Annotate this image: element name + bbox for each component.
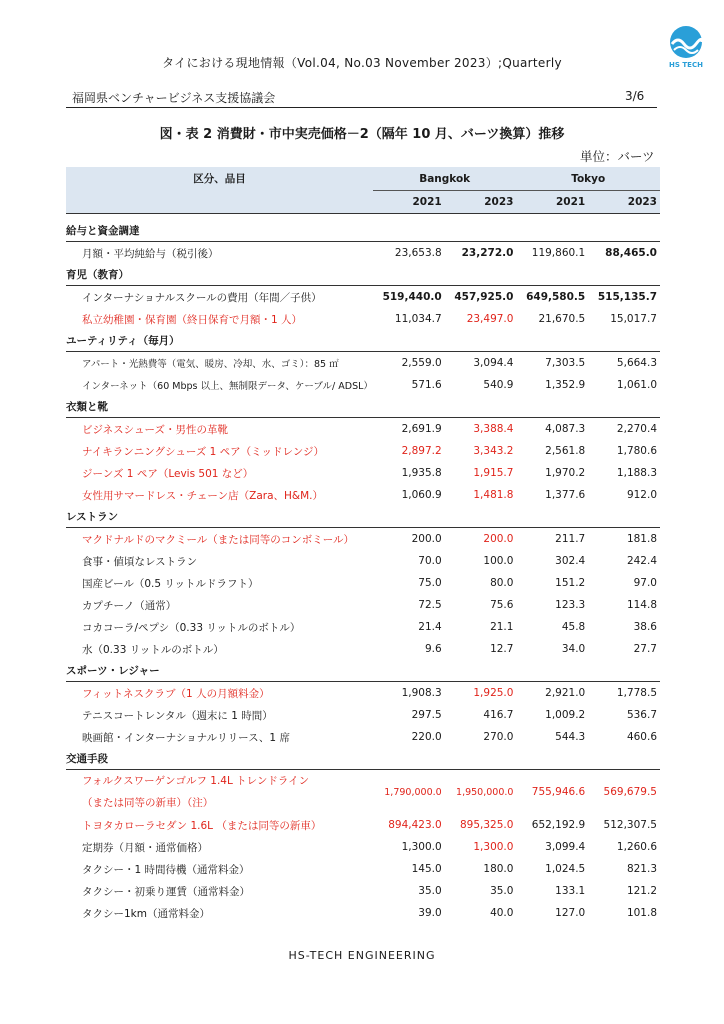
item-label: フィットネスクラブ（1 人の月額料金）: [82, 687, 270, 700]
cell-value: 2,561.8: [545, 445, 586, 457]
figure-title: 図・表 2 消費財・市中実売価格－2（隔年 10 月、バーツ換算）推移: [159, 127, 565, 142]
cell-value: 1,300.0: [473, 841, 514, 853]
cell-value: 1,352.9: [545, 379, 586, 391]
cell-value: 1,915.7: [473, 467, 514, 479]
cell-value: 242.4: [626, 555, 657, 567]
item-label: 月額・平均純給与（税引後）: [82, 247, 219, 260]
table-row: [66, 462, 660, 484]
category-label: 交通手段: [66, 748, 660, 770]
table-row: [66, 836, 660, 858]
cell-value: 652,192.9: [531, 819, 586, 831]
category-row: [66, 264, 660, 286]
cell-value: 821.3: [626, 863, 657, 875]
category-label: 衣類と靴: [66, 396, 660, 418]
item-label: [66, 770, 373, 815]
cell-value: 1,024.5: [545, 863, 586, 875]
item-label: ビジネスシューズ・男性の革靴: [82, 423, 228, 436]
logo-text: HS TECH: [669, 61, 703, 69]
category-row: [66, 506, 660, 528]
cell-value: 1,950,000.0: [456, 786, 514, 798]
table-row: [66, 858, 660, 880]
table-row: [66, 704, 660, 726]
cell-value: 4,087.3: [545, 423, 586, 435]
table-row: [66, 528, 660, 551]
table-row: [66, 726, 660, 748]
cell-value: 38.6: [633, 621, 657, 633]
cell-value: 200.0: [483, 533, 514, 545]
cell-value: 755,946.6: [531, 786, 586, 798]
cell-value: 211.7: [555, 533, 586, 545]
cell-value: 536.7: [626, 709, 657, 721]
organization-name: 福岡県ベンチャービジネス支援協議会: [72, 91, 276, 105]
item-label: コカコーラ/ペプシ（0.33 リットルのボトル）: [82, 621, 301, 634]
cell-value: 3,343.2: [473, 445, 514, 457]
cell-value: 1,970.2: [545, 467, 586, 479]
item-label: ナイキランニングシューズ 1 ペア（ミッドレンジ）: [82, 445, 324, 458]
cell-value: 1,925.0: [473, 687, 514, 699]
cell-value: 145.0: [411, 863, 442, 875]
cell-value: 416.7: [483, 709, 514, 721]
cell-value: 3,094.4: [473, 357, 514, 369]
table-row: [66, 374, 660, 396]
category-label: 給与と資金調達: [66, 220, 660, 242]
year-header: 2021: [516, 191, 588, 214]
item-label: 映画館・インターナショナルリリース、1 席: [82, 731, 290, 744]
cell-value: 460.6: [626, 731, 657, 743]
item-label: タクシー・1 時間待機（通常料金）: [82, 863, 250, 876]
table-row: [66, 484, 660, 506]
cell-value: 1,009.2: [545, 709, 586, 721]
cell-value: 544.3: [555, 731, 586, 743]
cell-value: 114.8: [626, 599, 657, 611]
cell-value: 895,325.0: [460, 819, 514, 831]
cell-value: 21.1: [490, 621, 514, 633]
cell-value: 2,897.2: [401, 445, 442, 457]
cell-value: 15,017.7: [610, 313, 657, 325]
cell-value: 88,465.0: [605, 247, 657, 259]
cell-value: 100.0: [483, 555, 514, 567]
cell-value: 519,440.0: [382, 291, 442, 303]
cell-value: 101.8: [626, 907, 657, 919]
category-label: レストラン: [66, 506, 660, 528]
cell-value: 97.0: [633, 577, 657, 589]
year-header: 2021: [373, 191, 445, 214]
cell-value: 133.1: [555, 885, 586, 897]
cell-value: 540.9: [483, 379, 514, 391]
cell-value: 75.6: [490, 599, 514, 611]
category-row: [66, 330, 660, 352]
cell-value: 75.0: [418, 577, 442, 589]
cell-value: 1,188.3: [616, 467, 657, 479]
cell-value: 127.0: [555, 907, 586, 919]
table-row: [66, 440, 660, 462]
table-row: [66, 242, 660, 265]
cell-value: 457,925.0: [454, 291, 514, 303]
cell-value: 571.6: [411, 379, 442, 391]
table-row: [66, 286, 660, 309]
year-header: 2023: [445, 191, 517, 214]
column-header-bangkok: Bangkok: [373, 167, 517, 191]
cell-value: 200.0: [411, 533, 442, 545]
cell-value: 12.7: [490, 643, 514, 655]
cell-value: 123.3: [555, 599, 586, 611]
cell-value: 569,679.5: [603, 786, 657, 798]
footer-company: HS-TECH ENGINEERING: [288, 949, 436, 962]
table-row: [66, 902, 660, 924]
cell-value: 119,860.1: [531, 247, 586, 259]
cell-value: 11,034.7: [394, 313, 442, 325]
cell-value: 35.0: [490, 885, 514, 897]
cell-value: 21,670.5: [538, 313, 586, 325]
item-label: 女性用サマードレス・チェーン店（Zara、H&M.）: [82, 489, 324, 502]
cell-value: 1,778.5: [616, 687, 657, 699]
category-row: [66, 220, 660, 242]
item-label: テニスコートレンタル（週末に 1 時間）: [82, 709, 273, 722]
cell-value: 1,300.0: [401, 841, 442, 853]
price-table: [66, 167, 660, 924]
cell-value: 180.0: [483, 863, 514, 875]
cell-value: 39.0: [418, 907, 442, 919]
cell-value: 1,260.6: [616, 841, 657, 853]
cell-value: 121.2: [626, 885, 657, 897]
item-label: カプチーノ（通常）: [82, 599, 177, 612]
cell-value: 5,664.3: [616, 357, 657, 369]
table-row: [66, 572, 660, 594]
cell-value: 1,908.3: [401, 687, 442, 699]
cell-value: 512,307.5: [603, 819, 657, 831]
cell-value: 45.8: [561, 621, 586, 633]
item-label: タクシー・初乗り運賃（通常料金）: [82, 885, 250, 898]
table-row: [66, 550, 660, 572]
cell-value: 220.0: [411, 731, 442, 743]
cell-value: 35.0: [418, 885, 442, 897]
cell-value: 894,423.0: [388, 819, 442, 831]
cell-value: 3,388.4: [473, 423, 514, 435]
cell-value: 23,272.0: [461, 247, 514, 259]
item-label: 国産ビール（0.5 リットルドラフト）: [82, 577, 259, 590]
cell-value: 151.2: [555, 577, 586, 589]
cell-value: 70.0: [418, 555, 442, 567]
unit-label: 単位：バーツ: [580, 149, 655, 164]
category-label: ユーティリティ（毎月）: [66, 330, 660, 352]
table-row: [66, 638, 660, 660]
item-label: トヨタカローラセダン 1.6L （または同等の新車）: [82, 819, 322, 832]
table-row: [66, 682, 660, 705]
cell-value: 7,303.5: [545, 357, 586, 369]
cell-value: 302.4: [555, 555, 586, 567]
cell-value: 23,653.8: [394, 247, 442, 259]
cell-value: 9.6: [424, 643, 442, 655]
category-row: [66, 660, 660, 682]
item-label: ジーンズ 1 ペア（Levis 501 など）: [82, 467, 254, 480]
cell-value: 270.0: [483, 731, 514, 743]
cell-value: 2,270.4: [616, 423, 657, 435]
hs-tech-logo: [668, 24, 704, 72]
item-label: 私立幼稚園・保育園（終日保育で月額・1 人）: [82, 313, 303, 326]
cell-value: 21.4: [418, 621, 442, 633]
item-label: 食事・値頃なレストラン: [82, 555, 198, 568]
category-row: [66, 396, 660, 418]
cell-value: 1,061.0: [616, 379, 657, 391]
cell-value: 34.0: [561, 643, 586, 655]
table-row: [66, 308, 660, 330]
item-label: 定期券（月額・通常価格）: [82, 841, 208, 854]
category-label: 育児（教育）: [66, 264, 660, 286]
item-label: 水（0.33 リットルのボトル）: [82, 643, 224, 656]
cell-value: 1,780.6: [616, 445, 657, 457]
page-number: 3/6: [625, 89, 645, 103]
cell-value: 3,099.4: [545, 841, 586, 853]
cell-value: 297.5: [411, 709, 442, 721]
cell-value: 2,559.0: [401, 357, 442, 369]
table-row: [66, 880, 660, 902]
cell-value: 40.0: [490, 907, 514, 919]
category-label: スポーツ・レジャー: [66, 660, 660, 682]
table-row: [66, 770, 660, 815]
cell-value: 23,497.0: [466, 313, 514, 325]
table-row: [66, 814, 660, 836]
cell-value: 181.8: [626, 533, 657, 545]
cell-value: 72.5: [418, 599, 442, 611]
cell-value: 2,921.0: [545, 687, 586, 699]
category-row: [66, 748, 660, 770]
cell-value: 1,377.6: [545, 489, 586, 501]
table-row: [66, 352, 660, 375]
table-row: [66, 418, 660, 441]
item-label: インターネット（60 Mbps 以上、無制限データ、ケーブル/ ADSL）: [82, 381, 373, 392]
column-header-category: 区分、品目: [66, 167, 373, 214]
header-divider: [66, 107, 657, 108]
item-label: インターナショナルスクールの費用（年間／子供）: [82, 291, 322, 304]
cell-value: 515,135.7: [597, 291, 657, 303]
item-label-line2: （または同等の新車）（注）: [82, 797, 214, 809]
cell-value: 1,060.9: [401, 489, 442, 501]
table-row: [66, 594, 660, 616]
cell-value: 912.0: [626, 489, 657, 501]
table-row: [66, 616, 660, 638]
cell-value: 1,935.8: [401, 467, 442, 479]
column-header-tokyo: Tokyo: [516, 167, 660, 191]
year-header: 2023: [588, 191, 660, 214]
item-label-line1: フォルクスワーゲンゴルフ 1.4L トレンドライン: [82, 775, 310, 787]
item-label: アパート・光熱費等（電気、暖房、冷却、水、ゴミ）：85 ㎡: [82, 359, 339, 370]
cell-value: 2,691.9: [401, 423, 442, 435]
report-header-title: タイにおける現地情報（Vol.04, No.03 November 2023）;Quarterly: [162, 56, 562, 70]
cell-value: 27.7: [633, 643, 657, 655]
cell-value: 1,481.8: [473, 489, 514, 501]
item-label: マクドナルドのマクミール（または同等のコンボミール）: [82, 533, 355, 546]
cell-value: 1,790,000.0: [384, 786, 442, 798]
cell-value: 649,580.5: [526, 291, 586, 303]
cell-value: 80.0: [490, 577, 514, 589]
item-label: タクシー1km（通常料金）: [82, 907, 210, 920]
